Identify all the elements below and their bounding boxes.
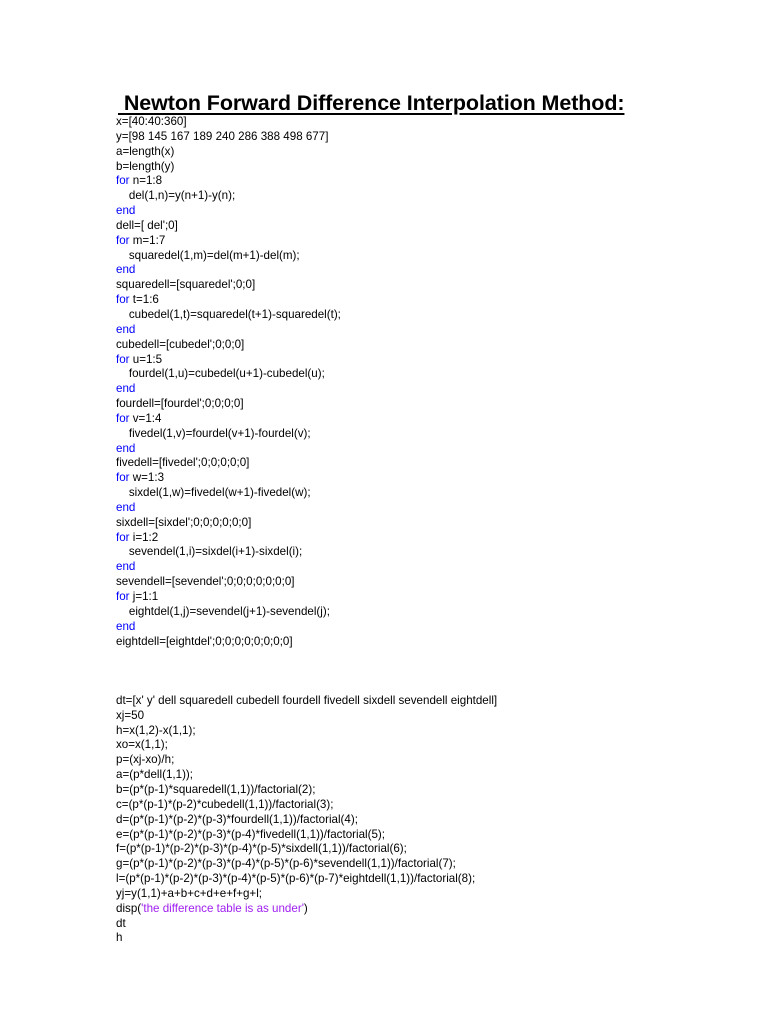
code-keyword: for bbox=[116, 530, 130, 544]
code-line bbox=[116, 189, 497, 204]
code-line bbox=[116, 323, 497, 338]
code-line bbox=[116, 249, 497, 264]
code-text: y=[98 145 167 189 240 286 388 498 677] bbox=[116, 129, 329, 143]
code-line bbox=[116, 145, 497, 160]
code-keyword: end bbox=[116, 263, 136, 277]
code-line bbox=[116, 709, 497, 724]
code-text: eightdell=[eightdel';0;0;0;0;0;0;0;0] bbox=[116, 634, 293, 648]
code-text: b=(p*(p-1)*squaredell(1,1))/factorial(2); bbox=[116, 782, 316, 796]
blank-line bbox=[116, 649, 497, 664]
code-keyword: for bbox=[116, 293, 130, 307]
page-title: Newton Forward Difference Interpolation Method: bbox=[118, 91, 625, 115]
code-line bbox=[116, 174, 497, 189]
code-line bbox=[116, 828, 497, 843]
code-text: sevendel(1,i)=sixdel(i+1)-sixdel(i); bbox=[116, 545, 303, 559]
code-keyword: end bbox=[116, 560, 136, 574]
code-text: squaredel(1,m)=del(m+1)-del(m); bbox=[116, 248, 300, 262]
code-line bbox=[116, 560, 497, 575]
code-line bbox=[116, 427, 497, 442]
code-keyword: end bbox=[116, 619, 136, 633]
code-line bbox=[116, 635, 497, 650]
code-line bbox=[116, 590, 497, 605]
code-text: f=(p*(p-1)*(p-2)*(p-3)*(p-4)*(p-5)*sixdell(1,1))/factorial(6); bbox=[116, 842, 407, 856]
code-text: sixdell=[sixdel';0;0;0;0;0;0] bbox=[116, 515, 252, 529]
code-text: ) bbox=[303, 901, 308, 915]
code-text: b=length(y) bbox=[116, 159, 175, 173]
blank-line bbox=[116, 664, 497, 679]
code-text: g=(p*(p-1)*(p-2)*(p-3)*(p-4)*(p-5)*(p-6)*sevendell(1,1))/factorial(7); bbox=[116, 857, 456, 871]
code-text: cubedell=[cubedel';0;0;0] bbox=[116, 337, 245, 351]
code-line bbox=[116, 605, 497, 620]
code-text: yj=y(1,1)+a+b+c+d+e+f+g+l; bbox=[116, 886, 262, 900]
code-line bbox=[116, 917, 497, 932]
code-line bbox=[116, 575, 497, 590]
code-text: c=(p*(p-1)*(p-2)*cubedell(1,1))/factorial(3); bbox=[116, 797, 334, 811]
code-text: squaredell=[squaredel';0;0] bbox=[116, 278, 256, 292]
code-line bbox=[116, 308, 497, 323]
code-line bbox=[116, 516, 497, 531]
code-keyword: for bbox=[116, 411, 130, 425]
code-text: j=1:1 bbox=[129, 590, 159, 603]
code-line bbox=[116, 486, 497, 501]
code-line bbox=[116, 442, 497, 457]
code-line bbox=[116, 738, 497, 753]
code-line bbox=[116, 694, 497, 709]
code-line bbox=[116, 338, 497, 353]
code-text: h bbox=[116, 931, 123, 945]
code-text: a=length(x) bbox=[116, 144, 175, 158]
code-line bbox=[116, 204, 497, 219]
code-line bbox=[116, 219, 497, 234]
code-line bbox=[116, 367, 497, 382]
code-text: fourdel(1,u)=cubedel(u+1)-cubedel(u); bbox=[116, 367, 325, 381]
code-block-interpolation bbox=[116, 694, 497, 946]
code-text: dt bbox=[116, 916, 126, 930]
code-line bbox=[116, 842, 497, 857]
code-line bbox=[116, 724, 497, 739]
code-text: fourdell=[fourdel';0;0;0;0] bbox=[116, 397, 244, 411]
code-line bbox=[116, 115, 497, 130]
code-keyword: for bbox=[116, 233, 130, 247]
code-text: dell=[ del';0] bbox=[116, 218, 178, 232]
code-line bbox=[116, 872, 497, 887]
code-line bbox=[116, 471, 497, 486]
code-text: fivedell=[fivedel';0;0;0;0;0] bbox=[116, 456, 250, 470]
code-line bbox=[116, 798, 497, 813]
code-line bbox=[116, 857, 497, 872]
code-text: i=1:2 bbox=[129, 530, 159, 544]
code-line bbox=[116, 620, 497, 635]
code-text: l=(p*(p-1)*(p-2)*(p-3)*(p-4)*(p-5)*(p-6)*(p-7)*eightdell(1,1))/factorial(8); bbox=[116, 872, 476, 886]
code-text: p=(xj-xo)/h; bbox=[116, 753, 175, 767]
code-keyword: end bbox=[116, 441, 136, 455]
code-text: eightdel(1,j)=sevendel(j+1)-sevendel(j); bbox=[116, 604, 330, 618]
code-text: fivedel(1,v)=fourdel(v+1)-fourdel(v); bbox=[116, 426, 311, 440]
code-text: xj=50 bbox=[116, 708, 145, 722]
code-text: v=1:4 bbox=[129, 411, 162, 425]
code-keyword: for bbox=[116, 471, 130, 485]
code-text: w=1:3 bbox=[129, 471, 165, 485]
code-line bbox=[116, 813, 497, 828]
code-line bbox=[116, 753, 497, 768]
code-line bbox=[116, 768, 497, 783]
code-line bbox=[116, 234, 497, 249]
code-block-loops bbox=[116, 115, 497, 649]
code-string: 'the difference table is as under' bbox=[141, 901, 304, 915]
code-line bbox=[116, 397, 497, 412]
code-text: a=(p*dell(1,1)); bbox=[116, 768, 194, 782]
code-text: h=x(1,2)-x(1,1); bbox=[116, 723, 196, 737]
code-text: u=1:5 bbox=[129, 352, 163, 366]
code-line bbox=[116, 456, 497, 471]
code-text: cubedel(1,t)=squaredel(t+1)-squaredel(t); bbox=[116, 307, 341, 321]
code-keyword: for bbox=[116, 352, 130, 366]
code-line bbox=[116, 130, 497, 145]
code-keyword: end bbox=[116, 204, 136, 218]
code-text: m=1:7 bbox=[129, 233, 166, 247]
code-line bbox=[116, 278, 497, 293]
code-line bbox=[116, 263, 497, 278]
code-line bbox=[116, 783, 497, 798]
code-line bbox=[116, 545, 497, 560]
code-line bbox=[116, 293, 497, 308]
code-text: sixdel(1,w)=fivedel(w+1)-fivedel(w); bbox=[116, 486, 311, 500]
code-text: e=(p*(p-1)*(p-2)*(p-3)*(p-4)*fivedell(1,1))/factorial(5); bbox=[116, 827, 385, 841]
code-keyword: end bbox=[116, 322, 136, 336]
code-text: del(1,n)=y(n+1)-y(n); bbox=[116, 189, 236, 203]
code-text: dt=[x' y' dell squaredell cubedell fourdell fivedell sixdell sevendell eightdell] bbox=[116, 693, 498, 707]
code-text: t=1:6 bbox=[129, 293, 159, 307]
code-text: xo=x(1,1); bbox=[116, 738, 168, 752]
code-line bbox=[116, 501, 497, 516]
code-keyword: end bbox=[116, 382, 136, 396]
code-text: disp( bbox=[116, 901, 142, 915]
code-line bbox=[116, 160, 497, 175]
code-keyword: for bbox=[116, 174, 130, 188]
code-listing bbox=[116, 115, 497, 946]
code-line bbox=[116, 531, 497, 546]
code-line bbox=[116, 887, 497, 902]
code-keyword: for bbox=[116, 590, 130, 603]
code-text: d=(p*(p-1)*(p-2)*(p-3)*fourdell(1,1))/factorial(4); bbox=[116, 812, 358, 826]
code-text: n=1:8 bbox=[129, 174, 163, 188]
code-line bbox=[116, 931, 497, 946]
code-line bbox=[116, 902, 497, 917]
code-keyword: end bbox=[116, 500, 136, 514]
code-text: sevendell=[sevendel';0;0;0;0;0;0;0] bbox=[116, 575, 295, 589]
code-line bbox=[116, 382, 497, 397]
code-line bbox=[116, 353, 497, 368]
blank-line bbox=[116, 679, 497, 694]
code-line bbox=[116, 412, 497, 427]
code-text: x=[40:40:360] bbox=[116, 115, 187, 128]
